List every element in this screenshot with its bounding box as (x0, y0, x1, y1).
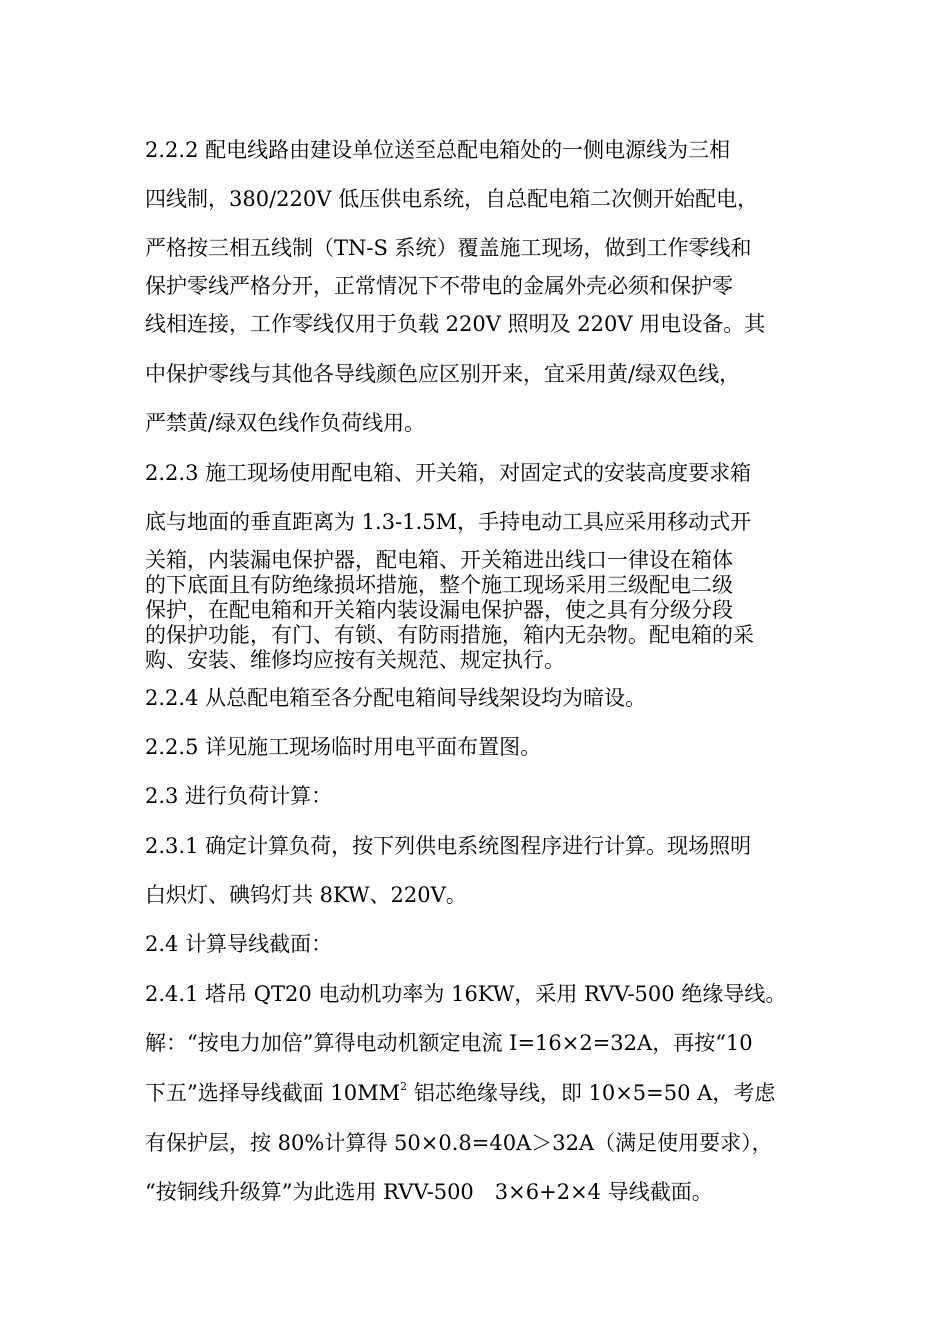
para-231-line-2: 白炽灯、碘钨灯共 8KW、220V。 (145, 883, 467, 907)
para-222-line-2: 四线制，380/220V 低压供电系统，自总配电箱二次侧开始配电， (145, 187, 759, 211)
para-222-line-7: 严禁黄/绿双色线作负荷线用。 (145, 411, 426, 435)
para-223-line-5: 保护，在配电箱和开关箱内装设漏电保护器，使之具有分级分段 (145, 598, 733, 622)
para-225: 2.2.5 详见施工现场临时用电平面布置图。 (145, 735, 542, 759)
superscript-2: 2 (400, 1080, 408, 1093)
para-223-line-4: 的下底面且有防绝缘损坏措施，整个施工现场采用三级配电二级 (145, 573, 733, 597)
heading-24: 2.4 计算导线截面： (145, 932, 333, 956)
para-241-line-4: 有保护层，按 80%计算得 50×0.8=40A＞32A（满足使用要求）， (145, 1131, 773, 1155)
para-222-line-1: 2.2.2 配电线路由建设单位送至总配电箱处的一侧电源线为三相 (145, 138, 731, 162)
para-223-line-3: 关箱，内装漏电保护器，配电箱、开关箱进出线口一律设在箱体 (145, 548, 733, 572)
para-241-line-3 (145, 1080, 810, 1106)
para-241-line-3-text-b: 铝芯绝缘导线，即 10×5=50 A，考虑 (407, 1081, 776, 1105)
heading-23: 2.3 进行负荷计算： (145, 784, 333, 808)
para-223-line-6: 的保护功能，有门、有锁、有防雨措施，箱内无杂物。配电箱的采 (145, 623, 754, 647)
para-222-line-5: 线相连接，工作零线仅用于负载 220V 照明及 220V 用电设备。其 (145, 312, 766, 336)
para-224: 2.2.4 从总配电箱至各分配电箱间导线架设均为暗设。 (145, 686, 647, 710)
para-223-line-7: 购、安装、维修均应按有关规范、规定执行。 (145, 648, 565, 672)
para-241-line-2: 解：“按电力加倍”算得电动机额定电流 I=16×2=32A，再按“10 (145, 1031, 753, 1055)
para-223-line-2: 底与地面的垂直距离为 1.3-1.5M，手持电动工具应采用移动式开 (145, 510, 752, 534)
para-241-line-5: “按铜线升级算”为此选用 RVV-500 3×6+2×4 导线截面。 (145, 1180, 713, 1204)
para-241-line-3-text-a: 下五”选择导线截面 10MM (145, 1081, 401, 1105)
para-231-line-1: 2.3.1 确定计算负荷，按下列供电系统图程序进行计算。现场照明 (145, 834, 752, 858)
para-222-line-3: 严格按三相五线制（TN-S 系统）覆盖施工现场，做到工作零线和 (145, 236, 752, 260)
para-241-line-1: 2.4.1 塔吊 QT20 电动机功率为 16KW，采用 RVV-500 绝缘导线。 (145, 982, 787, 1006)
para-222-line-6: 中保护零线与其他各导线颜色应区别开来，宜采用黄/绿双色线， (145, 362, 741, 386)
para-222-line-4: 保护零线严格分开，正常情况下不带电的金属外壳必须和保护零 (145, 274, 733, 298)
para-223-line-1: 2.2.3 施工现场使用配电箱、开关箱，对固定式的安装高度要求箱 (145, 461, 752, 485)
